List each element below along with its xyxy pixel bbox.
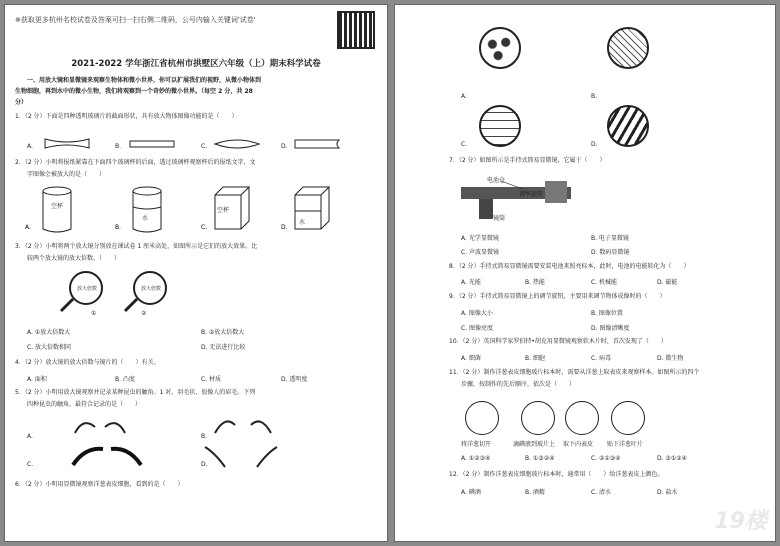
q7-option-b[interactable]: B. 电子显微镜 [591, 235, 629, 242]
magnifier-1-text: 放大倍数 [77, 286, 98, 292]
step-1-icon [465, 401, 499, 435]
q7-label-battery: 电池仓 [487, 177, 506, 184]
q3-option-c[interactable]: C. 放大倍数相同 [27, 344, 72, 351]
q11-option-a[interactable]: A. ①②③④ [461, 455, 491, 462]
cell-image-d-icon [607, 105, 649, 147]
q7-stem: 7．（2 分）如图所示是手持式简易显微镜，它属于（ ） [449, 157, 606, 164]
q3-option-a[interactable]: A. ①放大倍数大 [27, 329, 71, 336]
q4-option-c[interactable]: C. 材质 [201, 376, 222, 383]
q7-option-a[interactable]: A. 光学显微镜 [461, 235, 499, 242]
q2-stem-1: 2．（2 分）小明将报纸紧靠在下面四个玻璃杯的后面，透过玻璃杯观察杯后的报纸文字，文 [15, 159, 256, 166]
qr-code-icon [337, 11, 375, 49]
q11-option-d[interactable]: D. ③①②④ [657, 455, 687, 462]
q8-option-d[interactable]: D. 磁能 [657, 279, 678, 286]
q5-option-c[interactable]: C. [27, 461, 34, 468]
q10-stem: 10．（2 分）英国科学家罗伯特•胡克用显微镜观察软木片时，首次发现了（ ） [449, 338, 667, 345]
step-4-label: 贴下洋葱叶片 [607, 441, 644, 448]
q5-option-d[interactable]: D. [201, 461, 208, 468]
q1-lens-shapes [45, 137, 385, 151]
q9-option-b[interactable]: B. 图像位置 [591, 310, 623, 317]
q5-option-a[interactable]: A. [27, 433, 33, 440]
q6-stem: 6．（2 分）小明用显微镜观察洋葱表皮细胞，看到的是（ ） [15, 481, 184, 488]
q4-option-a[interactable]: A. 面积 [27, 376, 47, 383]
section-line-1: 一、用放大镜和显微镜来观察生物体和微小世界，你可以扩展我们的视野，从微小物体到 [27, 77, 262, 84]
q9-option-c[interactable]: C. 图像亮度 [461, 325, 494, 332]
cell-image-a-icon [479, 27, 521, 69]
magnifier-2-text: 放大倍数 [141, 286, 162, 292]
page-title: 2021-2022 学年浙江省杭州市拱墅区六年级（上）期末科学试卷 [71, 59, 321, 69]
q11-stem-2: 步骤，按制作的先后顺序，依次是（ ） [461, 381, 576, 388]
q9-stem: 9．（2 分）手持式简易显微镜上的调节旋钮，主要用来调节物体成像时的（ ） [449, 293, 666, 300]
step-2-icon [521, 401, 555, 435]
q6-option-a[interactable]: A. [461, 93, 467, 100]
q10-option-a[interactable]: A. 细菌 [461, 355, 481, 362]
q7-label-knob: 调节旋钮 [519, 191, 544, 198]
magnifier-handles [55, 299, 175, 313]
magnifier-label-1: ① [91, 310, 97, 317]
step-1-label: 将洋葱切开 [461, 441, 492, 448]
q11-stem-1: 11．（2 分）制作洋葱表皮细胞玻片标本时，需要从洋葱上取表皮来观察样本。如图所示的四个 [449, 369, 700, 376]
exam-page-2 [394, 4, 776, 542]
q3-option-b[interactable]: B. ②放大倍数大 [201, 329, 245, 336]
q3-option-d[interactable]: D. 无法进行比较 [201, 344, 246, 351]
q12-option-a[interactable]: A. 碘酒 [461, 489, 481, 496]
q2-cups [25, 185, 345, 237]
exam-page-1 [4, 4, 388, 542]
q4-option-d[interactable]: D. 透明度 [281, 376, 308, 383]
svg-text:D.: D. [281, 224, 288, 231]
q1-stem: 1．（2 分）下面是四种透明玻璃片的截面形状，具有放大物体图像功能的是（ ） [15, 113, 238, 120]
step-2-label: 滴碘液到玻片上 [513, 441, 556, 448]
section-line-3: 分） [15, 99, 28, 106]
q1-option-d[interactable]: D. [281, 143, 288, 150]
q7-label-tube: 镜筒 [493, 215, 506, 222]
q8-option-c[interactable]: C. 机械能 [591, 279, 618, 286]
q11-option-b[interactable]: B. ①③②④ [525, 455, 555, 462]
q12-stem: 12．（2 分）制作洋葱表皮细胞玻片标本时，通常用（ ）给洋葱表皮上颜色。 [449, 471, 664, 478]
q8-stem: 8．（2 分）手持式简易显微镜需要安装电池来照亮标本，此时，电池的电能转化为（ ） [449, 263, 690, 270]
q7-option-c[interactable]: C. 声波显微镜 [461, 249, 500, 256]
section-line-2: 生物细胞，再到水中的微小生物，我们将观察到一个奇妙的微小世界。（每空 2 分，共 28 [15, 88, 253, 95]
watermark-logo: 19楼 [714, 509, 767, 534]
q2-cup-label-a: 空杯 [51, 203, 64, 210]
svg-text:A.: A. [25, 224, 31, 231]
q8-option-a[interactable]: A. 光能 [461, 279, 481, 286]
q12-option-b[interactable]: B. 酒精 [525, 489, 545, 496]
q10-option-d[interactable]: D. 微生物 [657, 355, 684, 362]
q5-option-b[interactable]: B. [201, 433, 208, 440]
q1-option-a[interactable]: A. [27, 143, 33, 150]
q2-cup-label-d: 水 [299, 219, 306, 226]
header-notice: ※获取更多杭州名校试卷及答案可扫一扫右侧二维码，公号内输入关键词'试卷' [15, 16, 256, 24]
step-4-icon [611, 401, 645, 435]
cell-image-b-icon [607, 27, 649, 69]
svg-text:B.: B. [115, 224, 122, 231]
q5-stem-1: 5．（2 分）小明用放大镜观察并记录某种昆虫的触角。1 对，羽毛状，很像人的眉毛。下列 [15, 389, 256, 396]
magnifier-label-2: ② [141, 310, 147, 317]
q1-option-b[interactable]: B. [115, 143, 122, 150]
q4-option-b[interactable]: B. 凸度 [115, 376, 135, 383]
svg-text:C.: C. [201, 224, 208, 231]
q8-option-b[interactable]: B. 热能 [525, 279, 545, 286]
q12-option-c[interactable]: C. 清水 [591, 489, 612, 496]
q5-antennae [65, 413, 285, 475]
step-3-label: 取下内表皮 [563, 441, 594, 448]
q7-option-d[interactable]: D. 数码显微镜 [591, 249, 630, 256]
q3-stem-1: 3．（2 分）小明将两个放大镜分别放在课试卷 1 厘米高处，如图所示是它们的放大效果。比 [15, 243, 258, 250]
q11-option-c[interactable]: C. ②①③④ [591, 455, 621, 462]
q12-option-d[interactable]: D. 盐水 [657, 489, 678, 496]
cell-image-c-icon [479, 105, 521, 147]
q9-option-d[interactable]: D. 图像清晰度 [591, 325, 630, 332]
step-3-icon [565, 401, 599, 435]
q2-stem-2: 字图像会被放大的是（ ） [27, 171, 106, 178]
q2-cup-label-c: 空杯 [217, 207, 230, 214]
q3-stem-2: 较两个放大镜的放大倍数。（ ） [27, 255, 121, 262]
q10-option-b[interactable]: B. 细胞 [525, 355, 545, 362]
q4-stem: 4．（2 分）放大镜的放大倍数与镜片的（ ）有关。 [15, 359, 160, 366]
q5-stem-2: 四种昆虫的触角，最符合记录的是（ ） [27, 401, 142, 408]
q2-cup-label-b: 水 [142, 215, 149, 222]
q6-option-c[interactable]: C. [461, 141, 468, 148]
q6-option-d[interactable]: D. [591, 141, 598, 148]
q6-option-b[interactable]: B. [591, 93, 598, 100]
q10-option-c[interactable]: C. 病毒 [591, 355, 612, 362]
q1-option-c[interactable]: C. [201, 143, 208, 150]
q9-option-a[interactable]: A. 图像大小 [461, 310, 493, 317]
